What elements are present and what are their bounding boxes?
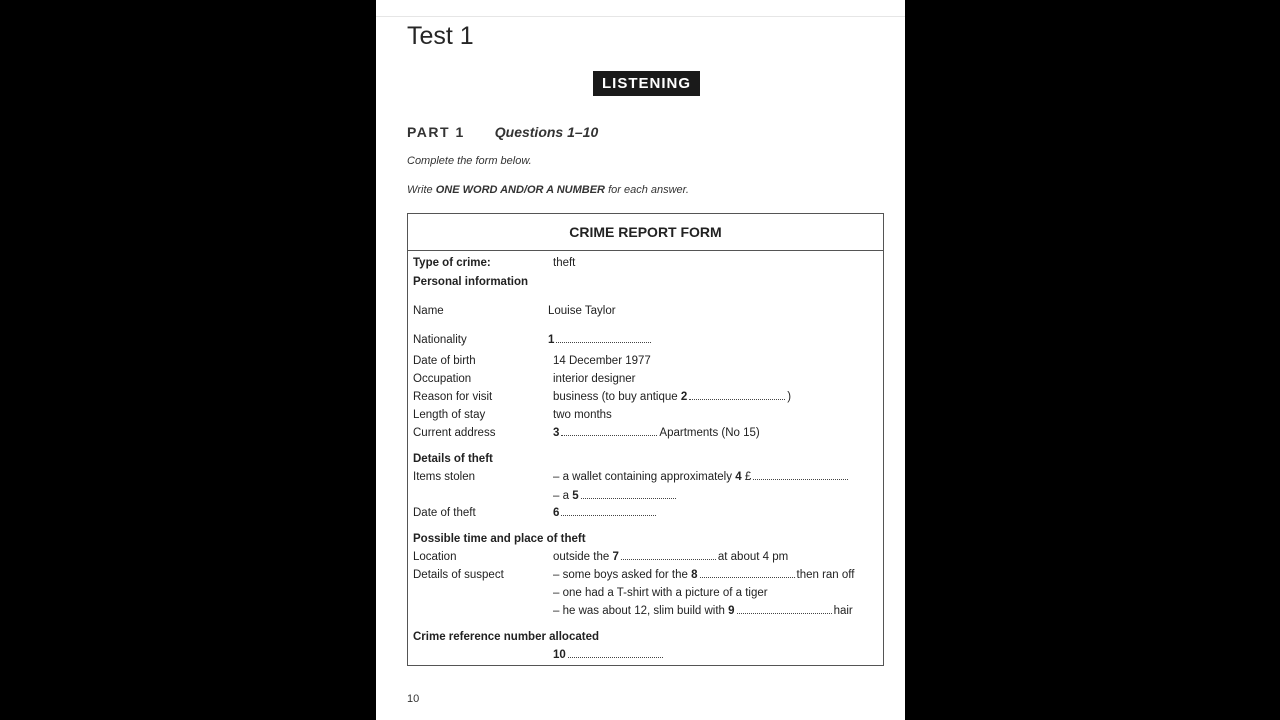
instruction-complete: Complete the form below. [407,155,532,167]
reference-answer-row [413,648,879,662]
possible-heading-row [413,532,879,546]
question-number: 10 [553,649,566,661]
date-of-theft-label: Date of theft [413,507,476,519]
nationality-answer [548,333,653,347]
date-of-theft-answer [553,506,658,520]
form-title: CRIME REPORT FORM [408,214,883,251]
suspect-row-2 [413,586,879,600]
suspect-row-1 [413,568,879,582]
occupation-label: Occupation [413,373,472,385]
address-label: Current address [413,427,496,439]
answer-blank-10[interactable] [568,656,663,658]
answer-blank-5[interactable] [581,497,676,499]
type-of-crime-value: theft [553,257,576,269]
suspect-3-answer: – he was about 12, slim build with 9 hair [553,605,853,617]
answer-blank-3[interactable] [561,434,657,436]
crime-reference-heading: Crime reference number allocated [413,631,599,643]
suspect-row-3 [413,604,879,618]
question-number: 4 [735,471,742,483]
question-number: 5 [572,490,579,502]
part-questions: Questions 1–10 [494,124,599,140]
location-label: Location [413,551,457,563]
location-row [413,550,879,564]
type-of-crime-row [413,256,879,270]
name-value: Louise Taylor [548,305,616,317]
details-of-theft-heading: Details of theft [413,453,493,465]
part-label: PART 1 [407,124,465,140]
question-number: 7 [612,551,619,563]
question-number: 9 [728,605,735,617]
part-heading [407,124,598,140]
items-stolen-label: Items stolen [413,471,475,483]
address-answer: 3 Apartments (No 15) [553,427,760,439]
location-answer: outside the 7 at about 4 pm [553,551,789,563]
question-number: 1 [548,334,555,346]
test-title: Test 1 [407,22,474,50]
nationality-row [413,333,879,347]
suspect-1-answer: – some boys asked for the 8 then ran off [553,569,855,581]
answer-blank-4[interactable] [753,478,848,480]
type-of-crime-label: Type of crime: [413,257,491,269]
nationality-label: Nationality [413,334,467,346]
instruction-write: Write ONE WORD AND/OR A NUMBER for each answer. [407,184,689,196]
items-stolen-row-2 [413,489,879,503]
suspect-label: Details of suspect [413,569,504,581]
question-number: 8 [691,569,698,581]
address-row [413,426,879,440]
dob-row [413,354,879,368]
answer-blank-9[interactable] [737,612,832,614]
answer-blank-6[interactable] [561,514,656,516]
length-row [413,408,879,422]
crime-report-form [407,213,884,666]
dob-label: Date of birth [413,355,476,367]
instruction-emphasis: ONE WORD AND/OR A NUMBER [435,184,606,196]
suspect-2-text: – one had a T-shirt with a picture of a tiger [553,587,768,599]
name-row [413,304,879,318]
reason-label: Reason for visit [413,391,493,403]
occupation-row [413,372,879,386]
items-stolen-row-1 [413,470,879,484]
possible-time-place-heading: Possible time and place of theft [413,533,586,545]
answer-blank-2[interactable] [689,398,785,400]
answer-blank-8[interactable] [700,576,795,578]
reference-heading-row [413,630,879,644]
length-label: Length of stay [413,409,486,421]
length-value: two months [553,409,612,421]
personal-info-heading-row [413,275,879,289]
question-number: 6 [553,507,560,519]
item-2-answer: – a 5 [553,489,678,503]
top-divider [376,16,905,17]
occupation-value: interior designer [553,373,636,385]
document-page [376,0,905,720]
reason-answer: business (to buy antique 2 ) [553,391,792,403]
question-number: 3 [553,427,560,439]
page-number: 10 [407,693,420,705]
section-badge: LISTENING [593,71,700,96]
answer-blank-1[interactable] [556,341,651,343]
dob-value: 14 December 1977 [553,355,651,367]
name-label: Name [413,305,444,317]
date-of-theft-row [413,506,879,520]
item-1-answer: – a wallet containing approximately 4 £ [553,470,850,484]
reference-answer [553,648,665,662]
reason-row [413,390,879,404]
theft-heading-row [413,452,879,466]
personal-info-heading: Personal information [413,276,529,288]
answer-blank-7[interactable] [621,558,716,560]
question-number: 2 [680,391,688,403]
